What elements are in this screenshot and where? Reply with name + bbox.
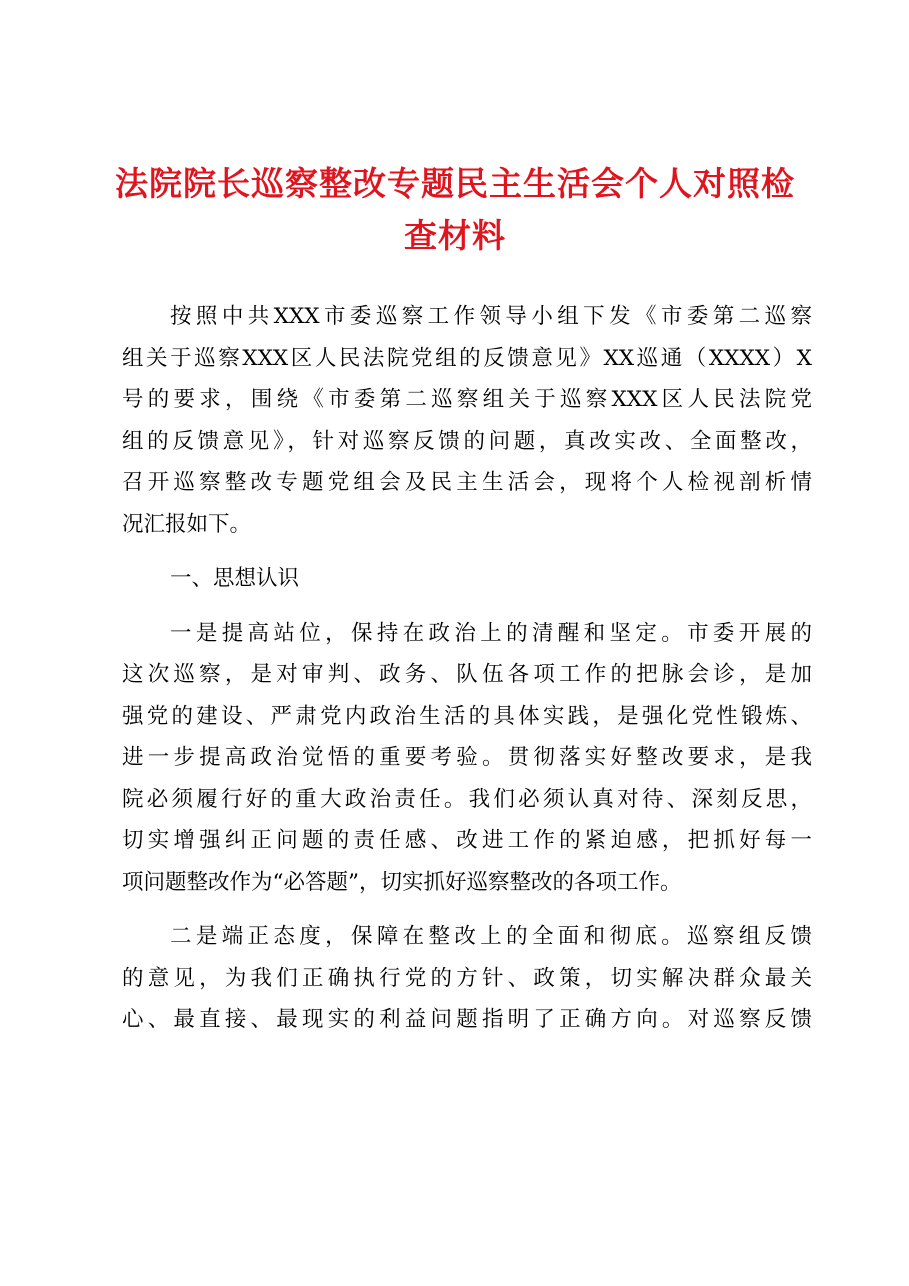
text-line: 心、最直接、最现实的利益问题指明了正确方向。对巡察反馈 (122, 1007, 812, 1032)
text-line: 一是提高站位，保持在政治上的清醒和坚定。市委开展的 (170, 620, 812, 646)
text-line: 切实增强纠正问题的责任感、改进工作的紧迫感，把抓好每一 (122, 828, 812, 853)
document-title (110, 158, 800, 262)
paragraph-intro (122, 296, 812, 545)
paragraph-point-two (122, 916, 812, 1041)
title-line: 查材料 (404, 216, 506, 255)
text-line: 项问题整改作为“必答题”，切实抓好巡察整改的各项工作。 (122, 869, 682, 895)
text-line: 这次巡察，是对审判、政务、队伍各项工作的把脉会诊，是加 (122, 662, 812, 687)
text-line: 按照中共XXX市委巡察工作领导小组下发《市委第二巡察 (170, 304, 812, 329)
text-line: 的意见，为我们正确执行党的方针、政策，切实解决群众最关 (122, 965, 812, 991)
paragraph-point-one (122, 613, 812, 904)
text-line: 一、思想认识 (170, 566, 300, 591)
text-line: 二是端正态度，保障在整改上的全面和彻底。巡察组反馈 (170, 924, 812, 949)
text-line: 进一步提高政治觉悟的重要考验。贯彻落实好整改要求，是我 (122, 745, 812, 770)
text-line: 强党的建设、严肃党内政治生活的具体实践，是强化党性锻炼、 (122, 703, 812, 729)
text-line: 组的反馈意见》，针对巡察反馈的问题，真改实改、全面整改， (122, 428, 812, 454)
text-line: 况汇报如下。 (122, 511, 252, 537)
text-line: 组关于巡察XXX区人民法院党组的反馈意见》XX巡通（XXXX）X (122, 345, 812, 371)
text-line: 院必须履行好的重大政治责任。我们必须认真对待、深刻反思， (122, 786, 812, 812)
section-heading (122, 558, 812, 600)
text-line: 召开巡察整改专题党组会及民主生活会，现将个人检视剖析情 (122, 470, 812, 495)
text-line: 号的要求，围绕《市委第二巡察组关于巡察XXX区人民法院党 (122, 387, 812, 412)
title-line: 法院院长巡察整改专题民主生活会个人对照检 (115, 164, 795, 203)
document-body (122, 296, 812, 1041)
